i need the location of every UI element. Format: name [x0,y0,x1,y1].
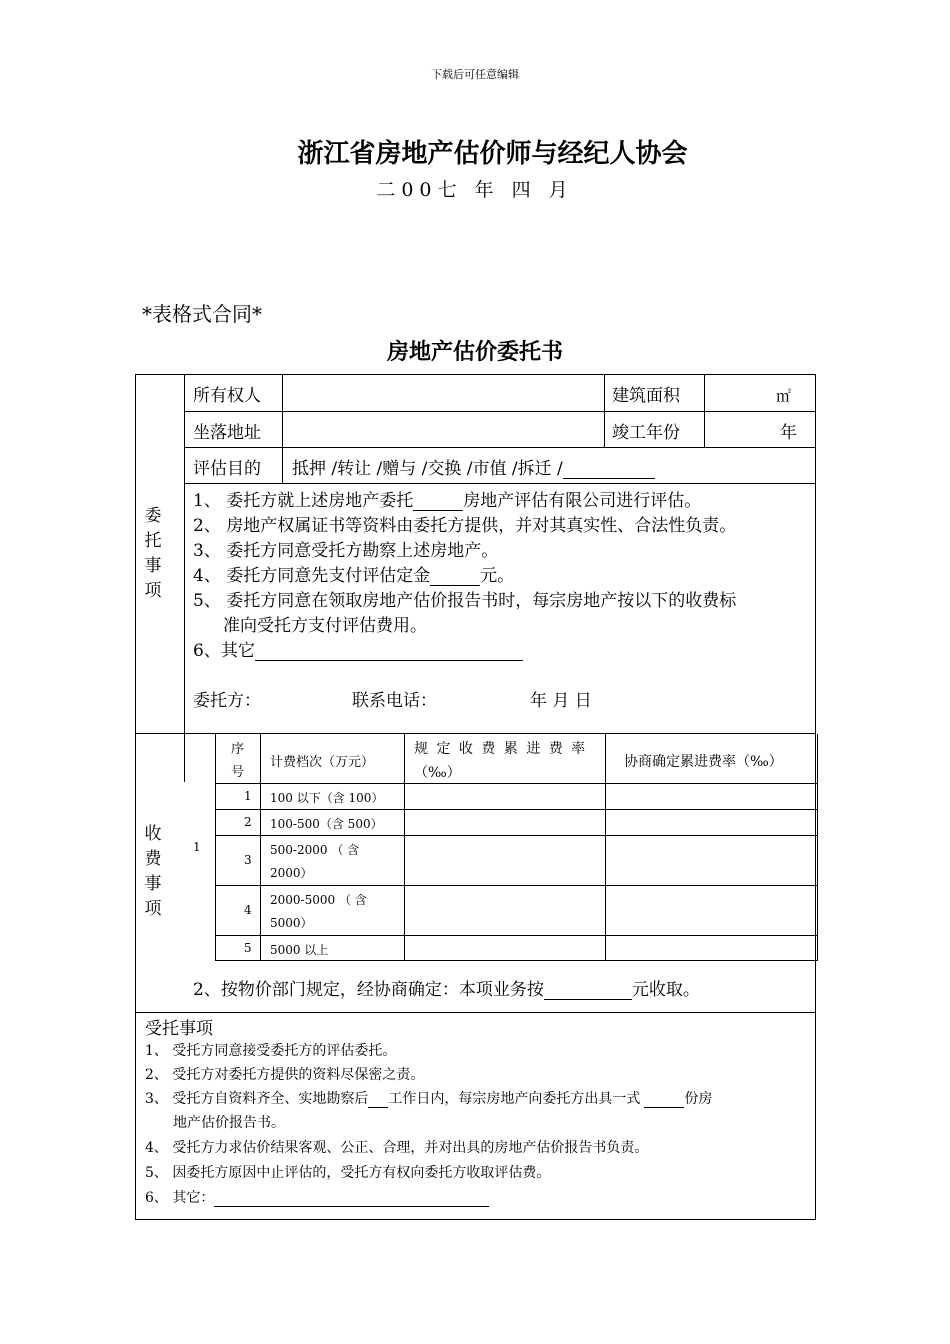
accept-item-3-cont: 地产估价报告书。 [173,1115,285,1131]
col-rate-header: 规 定 收 费 累 进 费 率 （‰） [414,741,588,781]
entrust-item-6: 6、其它 [193,636,523,661]
accept-item-1: 1、 受托方同意接受委托方的评估委托。 [145,1043,397,1059]
accept-item-6: 6、 其它： [145,1187,489,1207]
accept-item-5: 5、 因委托方原因中止评估的，受托方有权向委托方收取评估费。 [145,1165,551,1181]
accept-item-3: 3、 受托方自资料齐全、实地勘察后 工作日内，每宗房地产向委托方出具一式 份房 [145,1091,713,1107]
entrust-item-1: 1、 委托方就上述房地产委托 房地产评估有限公司进行评估。 [193,491,702,511]
col-seq-header: 序 号 [231,742,245,780]
association-name: 浙江省房地产估价师与经纪人协会 [297,139,688,169]
issue-date: 二00七 年 四 月 [376,179,574,201]
fee-group-number: 1 [193,840,201,854]
accept-item-2: 2、 受托方对委托方提供的资料尽保密之责。 [145,1067,425,1083]
entrust-item-5-cont: 准向受托方支付评估费用。 [223,616,427,636]
accept-heading: 受托事项 [145,1019,213,1039]
entrust-item-5: 5、 委托方同意在领取房地产估价报告书时，每宗房地产按以下的收费标 [193,591,737,611]
completion-year-label: 竣工年份 [612,423,680,443]
owner-label: 所有权人 [193,386,261,406]
watermark-text: 下载后可任意编辑 [431,68,519,81]
document-title: 房地产估价委托书 [386,340,563,365]
contact-phone-label: 联系电话： [352,691,437,711]
purpose-label: 评估目的 [193,459,261,479]
col-negotiated-header: 协商确定累进费率（‰） [624,754,783,770]
area-label: 建筑面积 [612,386,680,406]
col-tier-header: 计费档次（万元） [270,755,375,770]
entrust-item-4: 4、 委托方同意先支付评估定金 元。 [193,566,515,586]
contract-format-label: *表格式合同* [142,302,262,326]
client-signature-label: 委托方： [193,691,261,711]
purpose-options: 抵押 /转让 /赠与 /交换 /市值 /拆迁 / [292,454,655,479]
address-label: 坐落地址 [193,423,261,443]
year-unit: 年 [780,423,797,443]
accept-item-4: 4、 受托方力求估价结果客观、公正、合理，并对出具的房地产估价报告书负责。 [145,1140,649,1156]
entrust-item-3: 3、 委托方同意受托方勘察上述房地产。 [193,541,499,561]
area-unit: ㎡ [776,387,792,405]
sign-date-label: 年 月 日 [530,691,592,711]
entrust-item-2: 2、 房地产权属证书等资料由委托方提供，并对其真实性、合法性负责。 [193,516,737,536]
fee-agreement-note: 2、按物价部门规定，经协商确定：本项业务按 元收取。 [193,980,700,1000]
